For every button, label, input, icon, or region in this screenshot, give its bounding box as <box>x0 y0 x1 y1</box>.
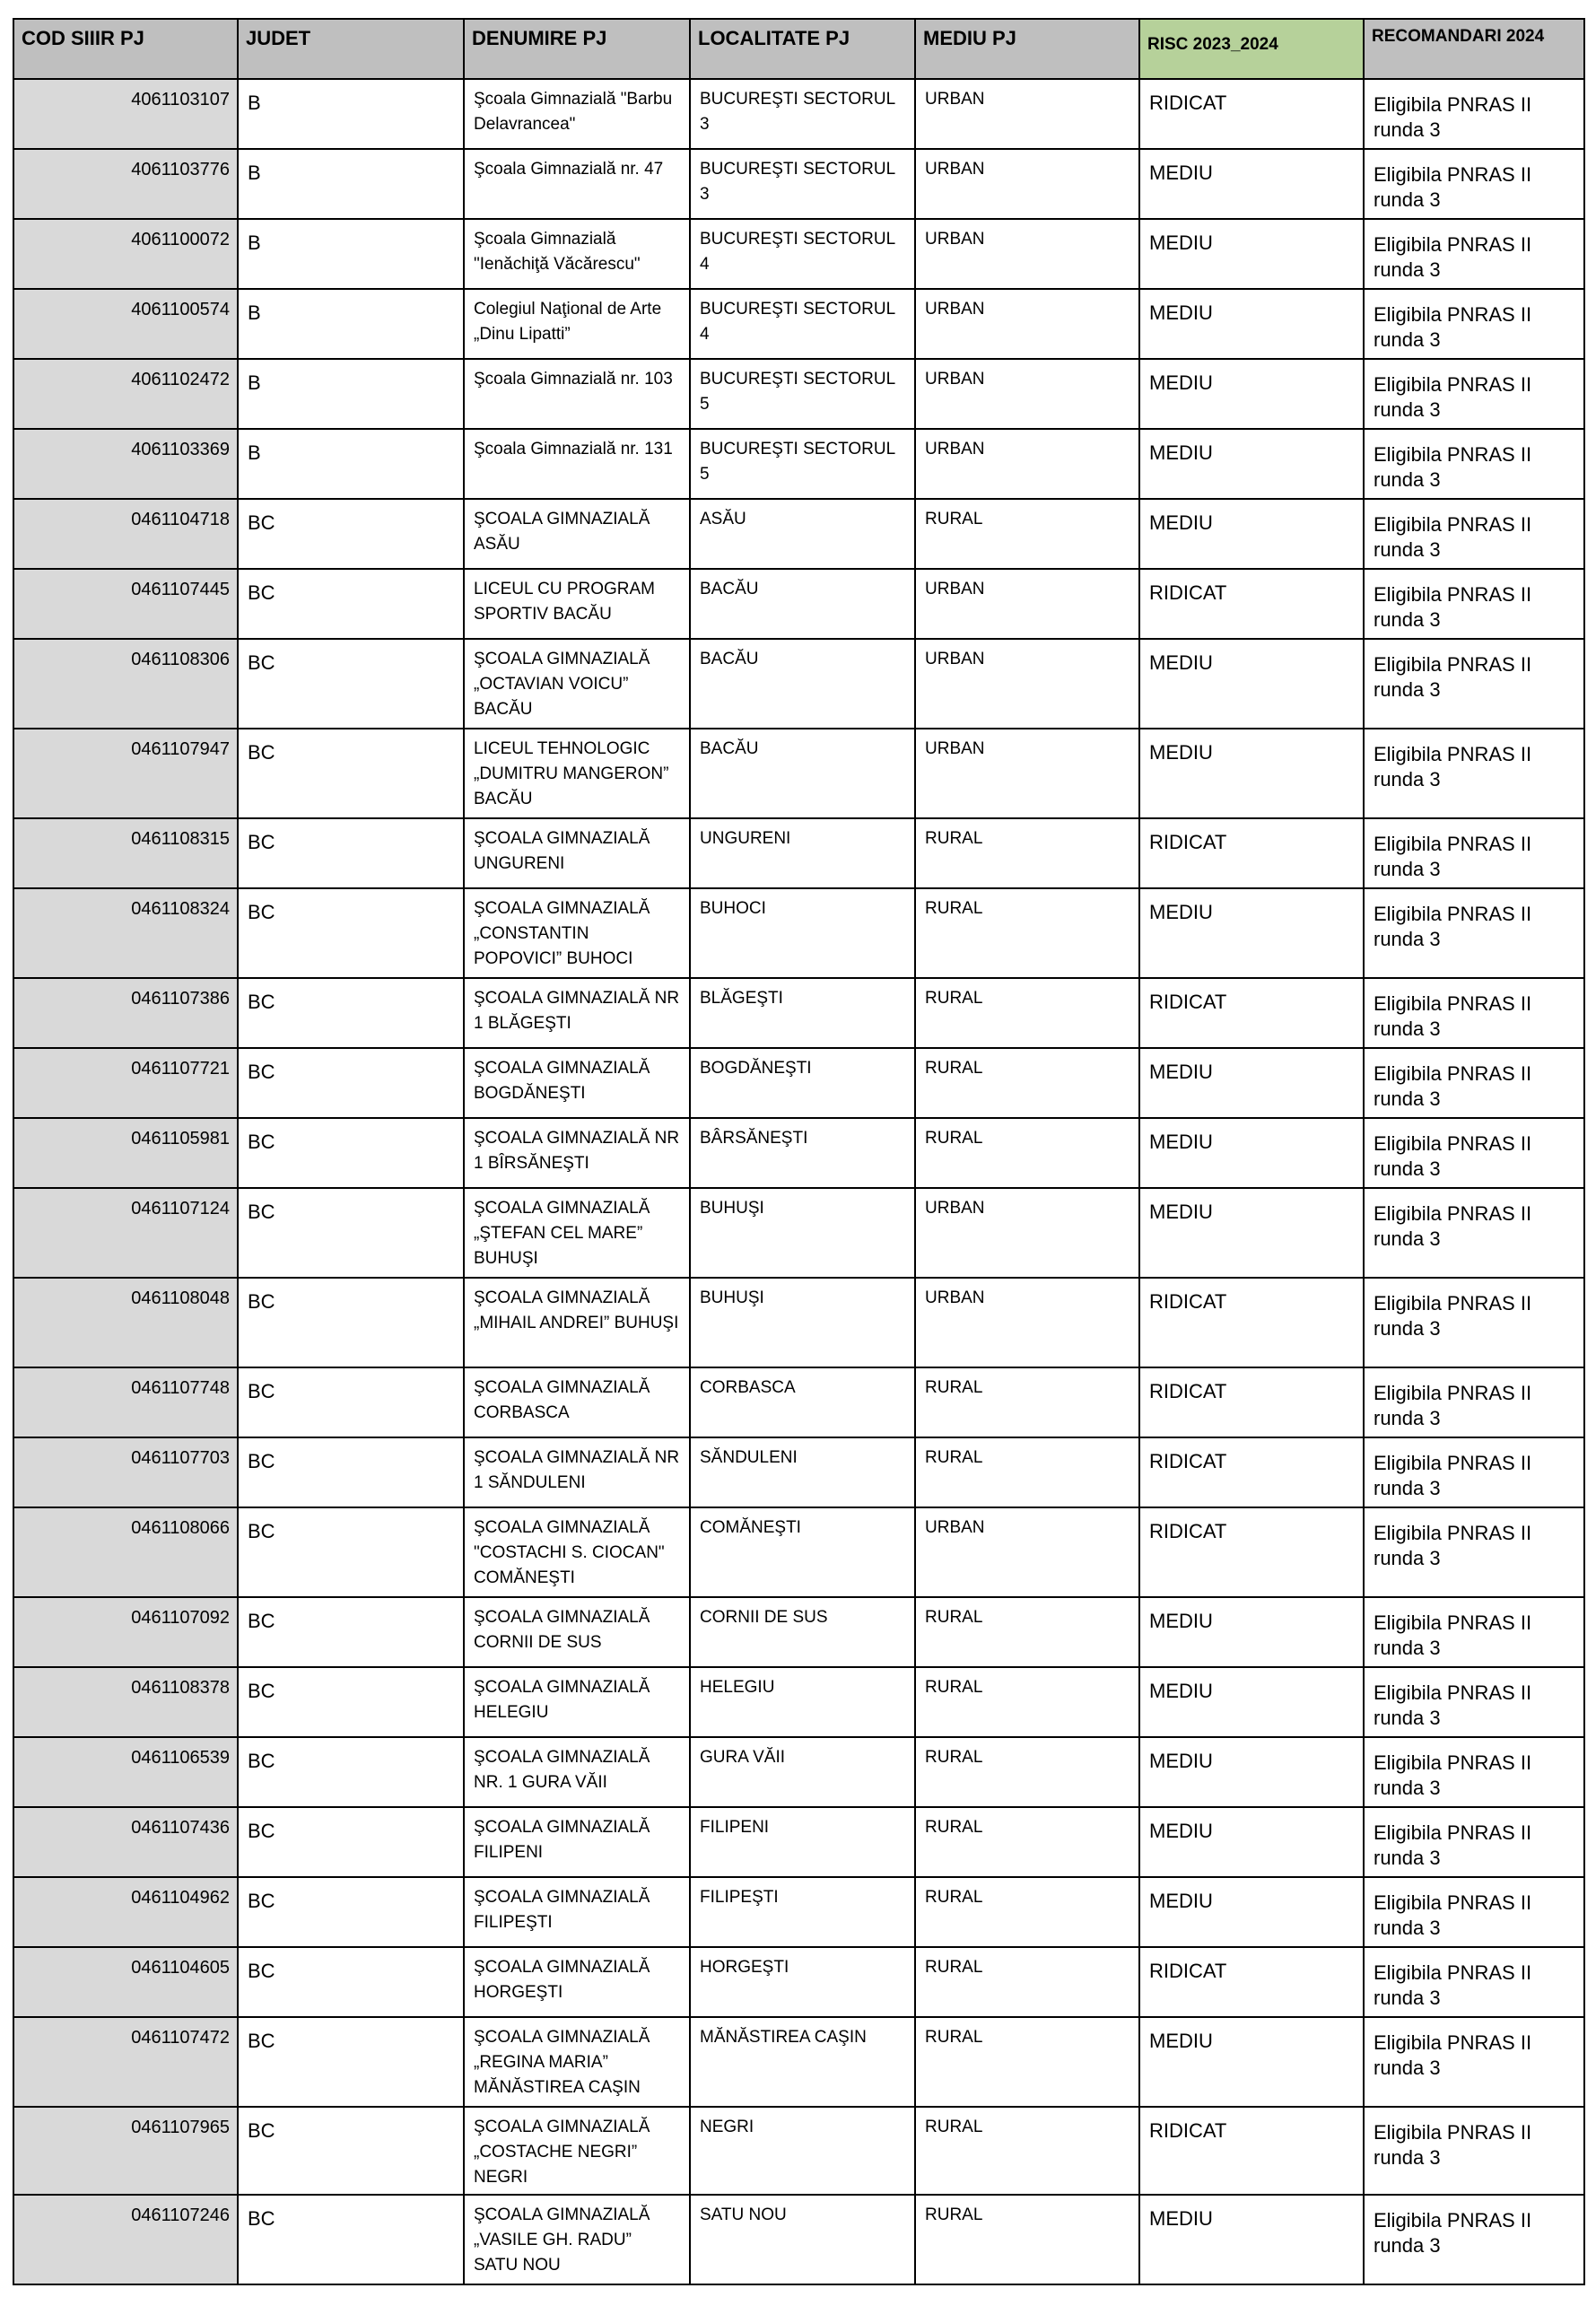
locality-cell: BUCUREŞTI SECTORUL 4 <box>690 219 915 289</box>
table-row <box>13 359 1584 429</box>
county-cell: BC <box>238 1367 464 1437</box>
table-row <box>13 978 1584 1048</box>
recommendation-cell: Eligibila PNRAS II runda 3 <box>1364 1188 1584 1278</box>
risk-cell: MEDIU <box>1139 888 1364 978</box>
environment-cell: RURAL <box>915 1048 1139 1118</box>
table-row <box>13 1278 1584 1367</box>
name-cell: Şcoala Gimnazială "Barbu Delavrancea" <box>464 79 690 149</box>
name-cell: ŞCOALA GIMNAZIALĂ CORNII DE SUS <box>464 1597 690 1667</box>
county-cell: B <box>238 429 464 499</box>
environment-cell: RURAL <box>915 1437 1139 1507</box>
locality-cell: BLĂGEŞTI <box>690 978 915 1048</box>
code-cell: 0461104962 <box>13 1877 238 1947</box>
locality-cell: CORNII DE SUS <box>690 1597 915 1667</box>
code-cell: 0461107947 <box>13 729 238 818</box>
risk-cell: MEDIU <box>1139 2017 1364 2107</box>
locality-cell: COMĂNEŞTI <box>690 1507 915 1597</box>
recommendation-cell: Eligibila PNRAS II runda 3 <box>1364 499 1584 569</box>
name-cell: ŞCOALA GIMNAZIALĂ „MIHAIL ANDREI” BUHUŞI <box>464 1278 690 1367</box>
code-cell: 0461108066 <box>13 1507 238 1597</box>
environment-cell: RURAL <box>915 818 1139 888</box>
environment-cell: URBAN <box>915 219 1139 289</box>
recommendation-cell: Eligibila PNRAS II runda 3 <box>1364 1947 1584 2017</box>
risk-cell: MEDIU <box>1139 289 1364 359</box>
name-cell: ŞCOALA GIMNAZIALĂ „OCTAVIAN VOICU” BACĂU <box>464 639 690 729</box>
code-cell: 0461107965 <box>13 2107 238 2195</box>
name-cell: ŞCOALA GIMNAZIALĂ „REGINA MARIA” MĂNĂSTIREA CAŞIN <box>464 2017 690 2107</box>
table-row <box>13 639 1584 729</box>
county-cell: B <box>238 289 464 359</box>
code-cell: 0461106539 <box>13 1737 238 1807</box>
col-header-risc: RISC 2023_2024 <box>1139 19 1364 79</box>
code-cell: 0461107472 <box>13 2017 238 2107</box>
environment-cell: URBAN <box>915 569 1139 639</box>
locality-cell: UNGURENI <box>690 818 915 888</box>
risk-cell: MEDIU <box>1139 219 1364 289</box>
environment-cell: RURAL <box>915 1737 1139 1807</box>
table-row <box>13 499 1584 569</box>
risk-cell: MEDIU <box>1139 1877 1364 1947</box>
county-cell: BC <box>238 1507 464 1597</box>
table-row <box>13 569 1584 639</box>
table-row <box>13 1737 1584 1807</box>
locality-cell: BÂRSĂNEŞTI <box>690 1118 915 1188</box>
county-cell: B <box>238 219 464 289</box>
risk-cell: RIDICAT <box>1139 1507 1364 1597</box>
environment-cell: RURAL <box>915 1118 1139 1188</box>
environment-cell: URBAN <box>915 1278 1139 1367</box>
recommendation-cell: Eligibila PNRAS II runda 3 <box>1364 1048 1584 1118</box>
table-row <box>13 1118 1584 1188</box>
locality-cell: BOGDĂNEŞTI <box>690 1048 915 1118</box>
code-cell: 0461108378 <box>13 1667 238 1737</box>
col-header-mediu: MEDIU PJ <box>915 19 1139 79</box>
environment-cell: URBAN <box>915 729 1139 818</box>
col-header-cod-siiir: COD SIIIR PJ <box>13 19 238 79</box>
county-cell: BC <box>238 1667 464 1737</box>
name-cell: ŞCOALA GIMNAZIALĂ „CONSTANTIN POPOVICI” BUHOCI <box>464 888 690 978</box>
code-cell: 0461107092 <box>13 1597 238 1667</box>
schools-table <box>13 18 1585 2285</box>
recommendation-cell: Eligibila PNRAS II runda 3 <box>1364 1367 1584 1437</box>
name-cell: Şcoala Gimnazială nr. 131 <box>464 429 690 499</box>
locality-cell: BACĂU <box>690 729 915 818</box>
name-cell: LICEUL CU PROGRAM SPORTIV BACĂU <box>464 569 690 639</box>
code-cell: 0461107703 <box>13 1437 238 1507</box>
risk-cell: MEDIU <box>1139 1807 1364 1877</box>
recommendation-cell: Eligibila PNRAS II runda 3 <box>1364 2017 1584 2107</box>
col-header-localitate: LOCALITATE PJ <box>690 19 915 79</box>
recommendation-cell: Eligibila PNRAS II runda 3 <box>1364 1437 1584 1507</box>
locality-cell: MĂNĂSTIREA CAŞIN <box>690 2017 915 2107</box>
name-cell: ŞCOALA GIMNAZIALĂ HELEGIU <box>464 1667 690 1737</box>
table-row <box>13 1947 1584 2017</box>
code-cell: 4061100072 <box>13 219 238 289</box>
locality-cell: BUHOCI <box>690 888 915 978</box>
name-cell: ŞCOALA GIMNAZIALĂ NR 1 BLĂGEŞTI <box>464 978 690 1048</box>
table-row <box>13 2017 1584 2107</box>
code-cell: 0461104605 <box>13 1947 238 2017</box>
risk-cell: MEDIU <box>1139 1188 1364 1278</box>
county-cell: BC <box>238 2017 464 2107</box>
locality-cell: BUCUREŞTI SECTORUL 3 <box>690 79 915 149</box>
risk-cell: MEDIU <box>1139 429 1364 499</box>
locality-cell: BUCUREŞTI SECTORUL 5 <box>690 359 915 429</box>
locality-cell: BUCUREŞTI SECTORUL 4 <box>690 289 915 359</box>
code-cell: 0461105981 <box>13 1118 238 1188</box>
code-cell: 0461108048 <box>13 1278 238 1367</box>
table-row <box>13 1367 1584 1437</box>
risk-cell: RIDICAT <box>1139 1437 1364 1507</box>
county-cell: BC <box>238 818 464 888</box>
locality-cell: HELEGIU <box>690 1667 915 1737</box>
table-row <box>13 2195 1584 2284</box>
environment-cell: URBAN <box>915 289 1139 359</box>
table-row <box>13 219 1584 289</box>
environment-cell: RURAL <box>915 1877 1139 1947</box>
environment-cell: URBAN <box>915 149 1139 219</box>
table-row <box>13 79 1584 149</box>
risk-cell: MEDIU <box>1139 359 1364 429</box>
code-cell: 0461107445 <box>13 569 238 639</box>
name-cell: ŞCOALA GIMNAZIALĂ „COSTACHE NEGRI” NEGRI <box>464 2107 690 2195</box>
locality-cell: ASĂU <box>690 499 915 569</box>
county-cell: BC <box>238 2107 464 2195</box>
recommendation-cell: Eligibila PNRAS II runda 3 <box>1364 219 1584 289</box>
environment-cell: RURAL <box>915 2017 1139 2107</box>
risk-cell: RIDICAT <box>1139 79 1364 149</box>
county-cell: BC <box>238 1118 464 1188</box>
table-row <box>13 888 1584 978</box>
locality-cell: SĂNDULENI <box>690 1437 915 1507</box>
code-cell: 0461107386 <box>13 978 238 1048</box>
code-cell: 0461107246 <box>13 2195 238 2284</box>
environment-cell: RURAL <box>915 2195 1139 2284</box>
county-cell: BC <box>238 978 464 1048</box>
county-cell: BC <box>238 1947 464 2017</box>
table-row <box>13 1507 1584 1597</box>
table-row <box>13 1048 1584 1118</box>
environment-cell: URBAN <box>915 79 1139 149</box>
locality-cell: FILIPEŞTI <box>690 1877 915 1947</box>
name-cell: Colegiul Naţional de Arte „Dinu Lipatti” <box>464 289 690 359</box>
environment-cell: RURAL <box>915 2107 1139 2195</box>
col-header-judet: JUDET <box>238 19 464 79</box>
name-cell: LICEUL TEHNOLOGIC „DUMITRU MANGERON” BACĂU <box>464 729 690 818</box>
county-cell: BC <box>238 2195 464 2284</box>
code-cell: 4061103107 <box>13 79 238 149</box>
county-cell: BC <box>238 1048 464 1118</box>
table-row <box>13 1597 1584 1667</box>
recommendation-cell: Eligibila PNRAS II runda 3 <box>1364 818 1584 888</box>
risk-cell: RIDICAT <box>1139 978 1364 1048</box>
county-cell: BC <box>238 1188 464 1278</box>
table-row <box>13 429 1584 499</box>
recommendation-cell: Eligibila PNRAS II runda 3 <box>1364 1118 1584 1188</box>
locality-cell: CORBASCA <box>690 1367 915 1437</box>
environment-cell: URBAN <box>915 359 1139 429</box>
code-cell: 0461108315 <box>13 818 238 888</box>
table-row <box>13 1877 1584 1947</box>
table-row <box>13 149 1584 219</box>
recommendation-cell: Eligibila PNRAS II runda 3 <box>1364 1597 1584 1667</box>
environment-cell: RURAL <box>915 1597 1139 1667</box>
name-cell: ŞCOALA GIMNAZIALĂ BOGDĂNEŞTI <box>464 1048 690 1118</box>
recommendation-cell: Eligibila PNRAS II runda 3 <box>1364 149 1584 219</box>
recommendation-cell: Eligibila PNRAS II runda 3 <box>1364 1807 1584 1877</box>
recommendation-cell: Eligibila PNRAS II runda 3 <box>1364 1877 1584 1947</box>
code-cell: 4061103369 <box>13 429 238 499</box>
name-cell: Şcoala Gimnazială "Ienăchiţă Văcărescu" <box>464 219 690 289</box>
risk-cell: MEDIU <box>1139 729 1364 818</box>
environment-cell: RURAL <box>915 978 1139 1048</box>
risk-cell: MEDIU <box>1139 2195 1364 2284</box>
locality-cell: GURA VĂII <box>690 1737 915 1807</box>
name-cell: ŞCOALA GIMNAZIALĂ HORGEŞTI <box>464 1947 690 2017</box>
county-cell: BC <box>238 499 464 569</box>
county-cell: BC <box>238 1737 464 1807</box>
locality-cell: SATU NOU <box>690 2195 915 2284</box>
risk-cell: RIDICAT <box>1139 1278 1364 1367</box>
name-cell: ŞCOALA GIMNAZIALĂ NR 1 BÎRSĂNEŞTI <box>464 1118 690 1188</box>
table-row <box>13 818 1584 888</box>
risk-cell: MEDIU <box>1139 499 1364 569</box>
locality-cell: FILIPENI <box>690 1807 915 1877</box>
risk-cell: RIDICAT <box>1139 569 1364 639</box>
county-cell: B <box>238 149 464 219</box>
recommendation-cell: Eligibila PNRAS II runda 3 <box>1364 2107 1584 2195</box>
table-row <box>13 1188 1584 1278</box>
table-row <box>13 1667 1584 1737</box>
col-header-recomandari: RECOMANDARI 2024 <box>1364 19 1584 79</box>
name-cell: Şcoala Gimnazială nr. 103 <box>464 359 690 429</box>
risk-cell: MEDIU <box>1139 1667 1364 1737</box>
code-cell: 0461108324 <box>13 888 238 978</box>
code-cell: 0461107436 <box>13 1807 238 1877</box>
locality-cell: BACĂU <box>690 639 915 729</box>
county-cell: BC <box>238 729 464 818</box>
name-cell: ŞCOALA GIMNAZIALĂ "COSTACHI S. CIOCAN" COMĂNEŞTI <box>464 1507 690 1597</box>
recommendation-cell: Eligibila PNRAS II runda 3 <box>1364 79 1584 149</box>
county-cell: BC <box>238 1807 464 1877</box>
recommendation-cell: Eligibila PNRAS II runda 3 <box>1364 2195 1584 2284</box>
county-cell: BC <box>238 1278 464 1367</box>
locality-cell: NEGRI <box>690 2107 915 2195</box>
environment-cell: RURAL <box>915 1667 1139 1737</box>
recommendation-cell: Eligibila PNRAS II runda 3 <box>1364 1278 1584 1367</box>
county-cell: B <box>238 359 464 429</box>
environment-cell: URBAN <box>915 1507 1139 1597</box>
environment-cell: RURAL <box>915 499 1139 569</box>
code-cell: 0461104718 <box>13 499 238 569</box>
header-row <box>13 19 1584 79</box>
county-cell: BC <box>238 639 464 729</box>
recommendation-cell: Eligibila PNRAS II runda 3 <box>1364 359 1584 429</box>
name-cell: ŞCOALA GIMNAZIALĂ NR 1 SĂNDULENI <box>464 1437 690 1507</box>
table-row <box>13 289 1584 359</box>
recommendation-cell: Eligibila PNRAS II runda 3 <box>1364 888 1584 978</box>
name-cell: ŞCOALA GIMNAZIALĂ NR. 1 GURA VĂII <box>464 1737 690 1807</box>
code-cell: 0461107721 <box>13 1048 238 1118</box>
risk-cell: MEDIU <box>1139 1048 1364 1118</box>
name-cell: ŞCOALA GIMNAZIALĂ „VASILE GH. RADU” SATU NOU <box>464 2195 690 2284</box>
locality-cell: BUHUŞI <box>690 1188 915 1278</box>
recommendation-cell: Eligibila PNRAS II runda 3 <box>1364 289 1584 359</box>
risk-cell: RIDICAT <box>1139 818 1364 888</box>
county-cell: BC <box>238 1437 464 1507</box>
name-cell: ŞCOALA GIMNAZIALĂ ASĂU <box>464 499 690 569</box>
environment-cell: RURAL <box>915 1947 1139 2017</box>
table-row <box>13 2107 1584 2195</box>
recommendation-cell: Eligibila PNRAS II runda 3 <box>1364 429 1584 499</box>
name-cell: ŞCOALA GIMNAZIALĂ FILIPEŞTI <box>464 1877 690 1947</box>
table-row <box>13 729 1584 818</box>
code-cell: 0461107124 <box>13 1188 238 1278</box>
name-cell: ŞCOALA GIMNAZIALĂ UNGURENI <box>464 818 690 888</box>
risk-cell: MEDIU <box>1139 1737 1364 1807</box>
locality-cell: BUHUŞI <box>690 1278 915 1367</box>
recommendation-cell: Eligibila PNRAS II runda 3 <box>1364 639 1584 729</box>
table-row <box>13 1437 1584 1507</box>
name-cell: Şcoala Gimnazială nr. 47 <box>464 149 690 219</box>
locality-cell: BUCUREŞTI SECTORUL 5 <box>690 429 915 499</box>
risk-cell: RIDICAT <box>1139 1947 1364 2017</box>
county-cell: BC <box>238 888 464 978</box>
recommendation-cell: Eligibila PNRAS II runda 3 <box>1364 729 1584 818</box>
locality-cell: HORGEŞTI <box>690 1947 915 2017</box>
recommendation-cell: Eligibila PNRAS II runda 3 <box>1364 569 1584 639</box>
name-cell: ŞCOALA GIMNAZIALĂ „ŞTEFAN CEL MARE” BUHUŞI <box>464 1188 690 1278</box>
risk-cell: MEDIU <box>1139 1597 1364 1667</box>
environment-cell: RURAL <box>915 1367 1139 1437</box>
code-cell: 4061103776 <box>13 149 238 219</box>
environment-cell: URBAN <box>915 429 1139 499</box>
environment-cell: URBAN <box>915 1188 1139 1278</box>
locality-cell: BACĂU <box>690 569 915 639</box>
recommendation-cell: Eligibila PNRAS II runda 3 <box>1364 1667 1584 1737</box>
risk-cell: RIDICAT <box>1139 1367 1364 1437</box>
recommendation-cell: Eligibila PNRAS II runda 3 <box>1364 978 1584 1048</box>
environment-cell: URBAN <box>915 639 1139 729</box>
environment-cell: RURAL <box>915 888 1139 978</box>
table-row <box>13 1807 1584 1877</box>
col-header-denumire: DENUMIRE PJ <box>464 19 690 79</box>
code-cell: 4061102472 <box>13 359 238 429</box>
risk-cell: MEDIU <box>1139 639 1364 729</box>
county-cell: BC <box>238 1597 464 1667</box>
name-cell: ŞCOALA GIMNAZIALĂ CORBASCA <box>464 1367 690 1437</box>
risk-cell: RIDICAT <box>1139 2107 1364 2195</box>
environment-cell: RURAL <box>915 1807 1139 1877</box>
code-cell: 0461108306 <box>13 639 238 729</box>
county-cell: BC <box>238 569 464 639</box>
code-cell: 4061100574 <box>13 289 238 359</box>
recommendation-cell: Eligibila PNRAS II runda 3 <box>1364 1737 1584 1807</box>
code-cell: 0461107748 <box>13 1367 238 1437</box>
locality-cell: BUCUREŞTI SECTORUL 3 <box>690 149 915 219</box>
county-cell: B <box>238 79 464 149</box>
recommendation-cell: Eligibila PNRAS II runda 3 <box>1364 1507 1584 1597</box>
risk-cell: MEDIU <box>1139 149 1364 219</box>
county-cell: BC <box>238 1877 464 1947</box>
risk-cell: MEDIU <box>1139 1118 1364 1188</box>
name-cell: ŞCOALA GIMNAZIALĂ FILIPENI <box>464 1807 690 1877</box>
